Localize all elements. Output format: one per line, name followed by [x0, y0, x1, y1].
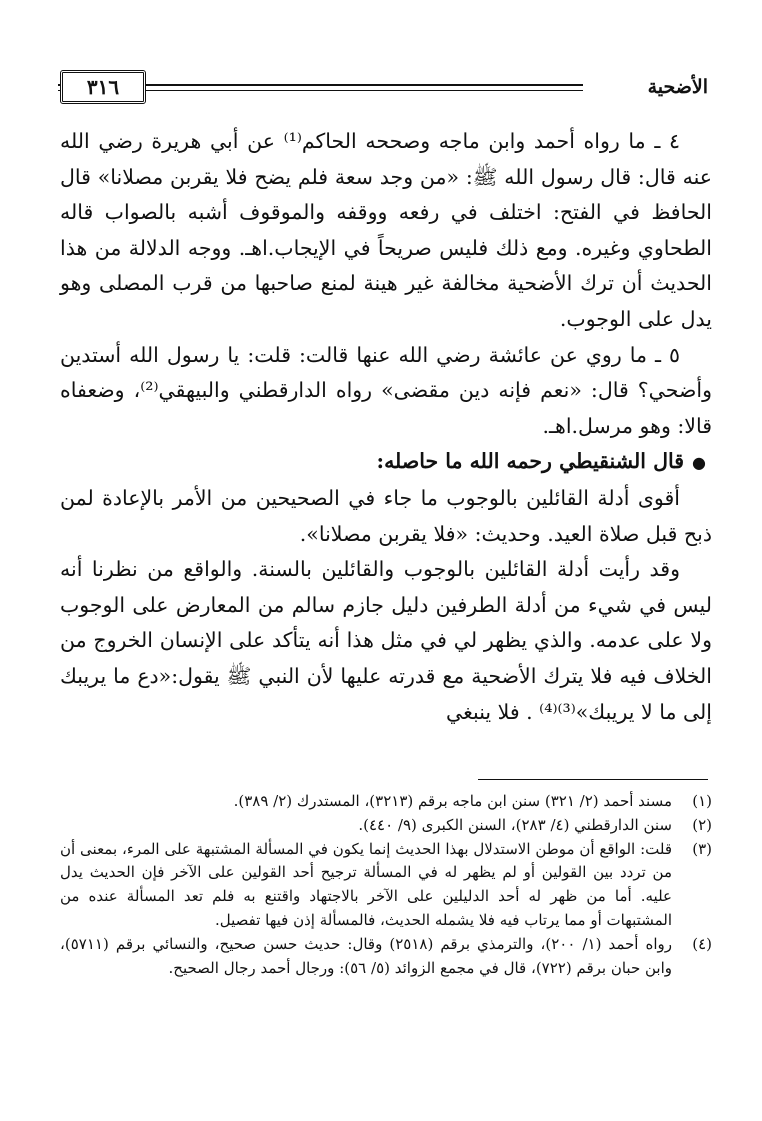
main-text	[60, 124, 712, 730]
section-heading	[60, 444, 712, 481]
footnote-text: قلت: الواقع أن موطن الاستدلال بهذا الحديث إنما يكون في المسألة المشتبهة على المرء، بمعنى أن من تردد بين القولين أو لم يظهر له في المسألة ترجيح أحد القولين على الآخر فإن الحديث يدل عليه. أما من ظهر له أحد الدليلين على الآخر بالاجتهاد واقتنع به فلم تعد المسألة عنده من المشتبهات أو مما يرتاب فيه فلا يشمله الحديث، فالمسألة إذن فيها تفصيل.	[60, 839, 672, 929]
footnote-item	[60, 838, 712, 933]
running-title: الأضحية	[647, 76, 708, 98]
page-number: ٣١٦	[60, 70, 146, 104]
footnote-text: رواه أحمد (١/ ٢٠٠)، والترمذي برقم (٢٥١٨) وقال: حديث حسن صحيح، والنسائي برقم (٥٧١١)، وابن حبان برقم (٧٢٢)، قال في مجمع الزوائد (٥/ ٥٦): ورجال أحمد رجال الصحيح.	[60, 934, 673, 977]
paragraph-conclusion: وقد رأيت أدلة القائلين بالوجوب والقائلين بالسنة. والواقع من نظرنا أنه ليس في شيء من أدلة الطرفين دليل جازم سالم من المعارض على الوجوب ولا على عدمه. والذي يظهر لي في مثل هذا أنه يتأكد على الإنسان الخروج من الخلاف فيه فلا يترك الأضحية مع قدرته عليها لأن النبي ﷺ يقول:«دع ما يريبك إلى ما لا يريبك»⁽³⁾⁽⁴⁾ . فلا ينبغي	[60, 557, 712, 724]
footnote-separator	[478, 779, 708, 780]
footnote-item	[60, 814, 712, 838]
footnote-number: (٣)	[692, 839, 712, 858]
footnote-item	[60, 933, 712, 981]
footnote-number: (٢)	[692, 815, 712, 834]
bullet-icon: ●	[692, 453, 706, 473]
footnote-number: (١)	[692, 792, 712, 810]
footnote-item	[60, 790, 712, 814]
paragraph-point-4: ٤ ـ ما رواه أحمد وابن ماجه وصححه الحاكم⁽¹⁾ عن أبي هريرة رضي الله عنه قال: قال رسول الله ﷺ: «من وجد سعة فلم يضح فلا يقربن مصلانا» قال الحافظ في الفتح: اختلف في رفعه ووقفه والموقوف أشبه بالصواب قاله الطحاوي وغيره. ومع ذلك فليس صريحاً في الإيجاب.اهـ. ووجه الدلالة من هذا الحديث أن ترك الأضحية مخالفة غير هينة لمنع صاحبها من قرب المصلى وهو يدل على الوجوب.	[60, 129, 712, 331]
footnote-text: سنن الدارقطني (٤/ ٢٨٣)، السنن الكبرى (٩/ ٤٤٠).	[358, 815, 672, 834]
paragraph-point-5: ٥ ـ ما روي عن عائشة رضي الله عنها قالت: قلت: يا رسول الله أستدين وأضحي؟ قال: «نعم فإنه دين مقضى» رواه الدارقطني والبيهقي⁽²⁾، وضعفاه قالا: وهو مرسل.اهـ.	[60, 342, 712, 438]
footnote-number: (٤)	[692, 934, 712, 953]
section-heading-text: قال الشنقيطي رحمه الله ما حاصله:	[376, 449, 685, 474]
footnote-text: مسند أحمد (٢/ ٣٢١) سنن ابن ماجه برقم (٣٢١٣)، المستدرك (٢/ ٣٨٩).	[233, 792, 672, 810]
footnotes	[60, 790, 712, 980]
paragraph-strongest-evidence: أقوى أدلة القائلين بالوجوب ما جاء في الصحيحين من الأمر بالإعادة لمن ذبح قبل صلاة العيد. وحديث: «فلا يقربن مصلانا».	[60, 485, 712, 546]
page-header	[58, 70, 708, 110]
